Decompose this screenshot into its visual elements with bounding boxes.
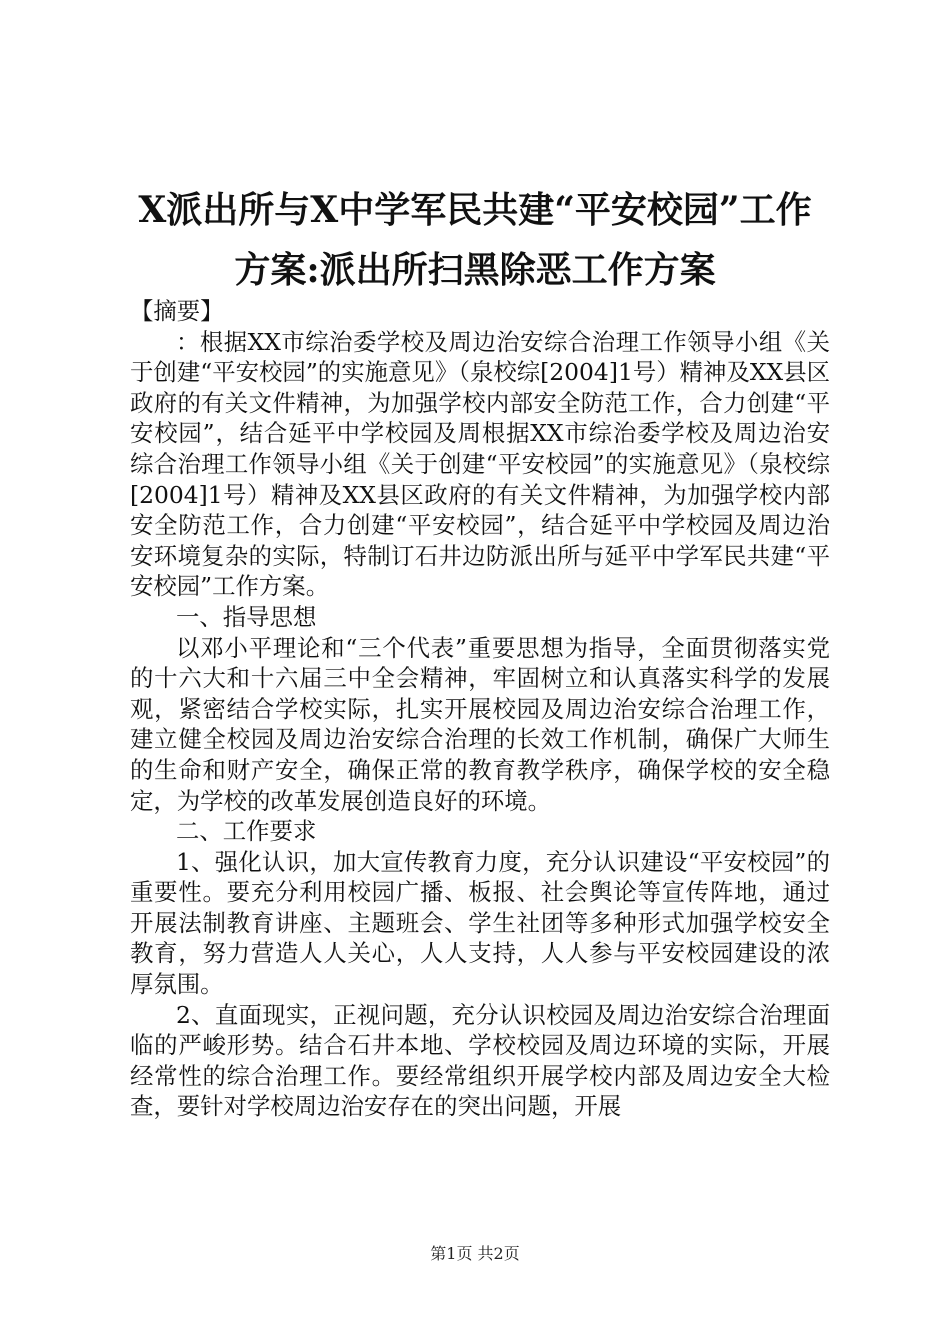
paragraph-guiding-ideology: 以邓小平理论和“三个代表”重要思想为指导，全面贯彻落实党的十六大和十六届三中全会精神，牢固树立和认真落实科学的发展观，紧密结合学校实际，扎实开展校园及周边治安综合治理工作，建立健全校园及周边治安综合治理的长效工作机制，确保广大师生的生命和财产安全，确保正常的教育教学秩序，确保学校的安全稳定，为学校的改革发展创造良好的环境。 [130, 633, 830, 815]
document-title-line-2: 方案:派出所扫黑除恶工作方案 [234, 249, 716, 291]
document-body [130, 296, 830, 1122]
paragraph-requirement-2: 2、直面现实，正视问题，充分认识校园及周边治安综合治理面临的严峻形势。结合石井本地、学校校园及周边环境的实际，开展经常性的综合治理工作。要经常组织开展学校内部及周边安全大检查，要针对学校周边治安存在的突出问题，开展 [130, 1000, 830, 1121]
paragraph-requirement-1: 1、强化认识，加大宣传教育力度，充分认识建设“平安校园”的重要性。要充分利用校园广播、板报、社会舆论等宣传阵地，通过开展法制教育讲座、主题班会、学生社团等多种形式加强学校安全教育，努力营造人人关心，人人支持，人人参与平安校园建设的浓厚氛围。 [130, 847, 830, 999]
abstract-label: 【摘要】 [130, 297, 224, 325]
section-heading-guiding-ideology: 一、指导思想 [176, 602, 317, 631]
section-heading-work-requirements: 二、工作要求 [176, 817, 317, 846]
page-number-footer: 第1页 共2页 [430, 1244, 520, 1263]
paragraph-abstract: ：根据XX市综治委学校及周边治安综合治理工作领导小组《关于创建“平安校园”的实施意见》（泉校综[2004]1号）精神及XX县区政府的有关文件精神，为加强学校内部安全防范工作，合力创建“平安校园”，结合延平中学校园及周根据XX市综治委学校及周边治安综合治理工作领导小组《关于创建“平安校园”的实施意见》（泉校综[2004]1号）精神及XX县区政府的有关文件精神，为加强学校内部安全防范工作，合力创建“平安校园”，结合延平中学校园及周边治安环境复杂的实际，特制订石井边防派出所与延平中学军民共建“平安校园”工作方案。 [130, 327, 830, 601]
document-title-line-1: X派出所与X中学军民共建“平安校园”工作 [138, 189, 812, 231]
